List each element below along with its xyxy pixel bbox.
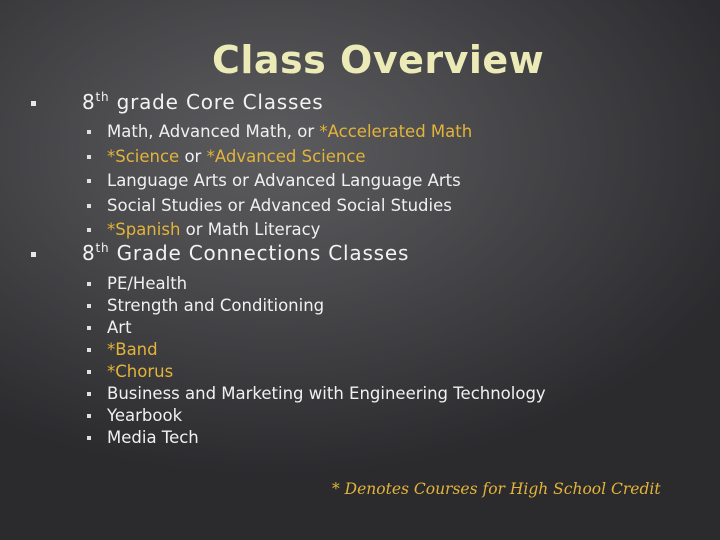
list-item [0, 340, 720, 362]
square-bullet-icon [87, 436, 91, 440]
credit-footnote: * Denotes Courses for High School Credit [332, 480, 661, 498]
item-text-plain: or Math Literacy [180, 220, 321, 239]
list-item-text: *Band [107, 340, 158, 359]
connections-heading-row [0, 241, 720, 271]
square-bullet-icon [87, 228, 91, 232]
list-item [0, 362, 720, 384]
list-item [0, 406, 720, 428]
square-bullet-icon [87, 204, 91, 208]
square-bullet-icon [87, 348, 91, 352]
list-item-text: Social Studies or Advanced Social Studies [107, 196, 452, 215]
item-text-credit: *Science [107, 147, 180, 166]
list-item [0, 122, 720, 147]
square-bullet-icon [87, 414, 91, 418]
square-bullet-icon [31, 101, 36, 106]
core-classes-heading-row [0, 90, 720, 120]
core-classes-section [0, 90, 720, 244]
list-item-text: Strength and Conditioning [107, 296, 325, 315]
list-item-text: PE/Health [107, 274, 188, 293]
list-item-text [107, 220, 320, 239]
square-bullet-icon [87, 326, 91, 330]
list-item-text: Language Arts or Advanced Language Arts [107, 171, 461, 190]
list-item [0, 171, 720, 196]
heading-superscript: th [95, 90, 110, 104]
connections-classes-section [0, 241, 720, 450]
slide-title: Class Overview [212, 38, 545, 82]
core-classes-heading [82, 90, 324, 114]
heading-superscript: th [95, 241, 110, 255]
square-bullet-icon [87, 370, 91, 374]
core-classes-list [0, 122, 720, 244]
item-text-credit: *Spanish [107, 220, 181, 239]
list-item [0, 296, 720, 318]
connections-classes-list [0, 274, 720, 450]
list-item-text [107, 122, 472, 141]
connections-classes-heading [82, 241, 409, 265]
list-item [0, 428, 720, 450]
square-bullet-icon [87, 304, 91, 308]
list-item [0, 384, 720, 406]
square-bullet-icon [87, 130, 91, 134]
list-item-text: Media Tech [107, 428, 199, 447]
list-item-text: *Chorus [107, 362, 174, 381]
heading-number: 8 [82, 241, 96, 265]
list-item-text: Art [107, 318, 132, 337]
list-item-text: Business and Marketing with Engineering Technology [107, 384, 546, 403]
list-item [0, 147, 720, 171]
list-item [0, 318, 720, 340]
list-item-text [107, 147, 366, 166]
square-bullet-icon [31, 252, 36, 257]
square-bullet-icon [87, 155, 91, 159]
item-text-credit: *Accelerated Math [319, 122, 473, 141]
list-item [0, 196, 720, 220]
item-text-credit: *Advanced Science [206, 147, 366, 166]
item-text-plain: Math, Advanced Math, or [107, 122, 320, 141]
item-text-plain: or [179, 147, 207, 166]
square-bullet-icon [87, 179, 91, 183]
list-item-text: Yearbook [107, 406, 183, 425]
heading-number: 8 [82, 90, 96, 114]
list-item [0, 274, 720, 296]
heading-text: grade Core Classes [109, 90, 324, 114]
square-bullet-icon [87, 282, 91, 286]
square-bullet-icon [87, 392, 91, 396]
heading-text: Grade Connections Classes [109, 241, 410, 265]
